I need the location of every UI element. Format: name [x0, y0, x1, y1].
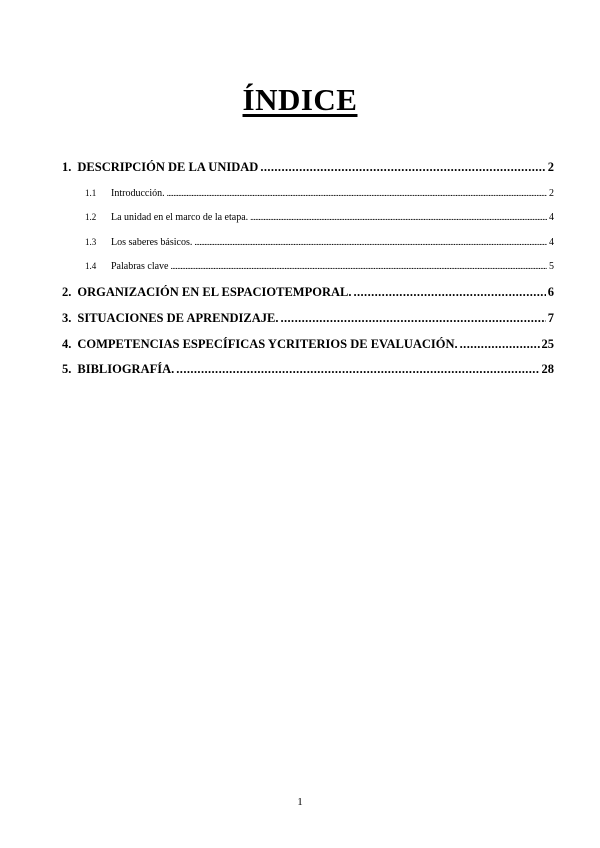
dot-leader: [353, 285, 545, 300]
toc-entry-page: 6: [547, 285, 554, 299]
toc-entry-1[interactable]: [62, 160, 554, 175]
toc-entry-3[interactable]: [62, 311, 554, 326]
toc-entry-1-3[interactable]: [85, 237, 554, 248]
toc-entry-number: 2.: [62, 285, 72, 299]
toc-entry-page: 2: [547, 160, 554, 174]
toc-entry-label: COMPETENCIAS ESPECÍFICAS YCRITERIOS DE EVALUACIÓN.: [77, 337, 458, 351]
dot-leader: [167, 188, 547, 198]
dot-leader: [170, 261, 547, 271]
dot-leader: [460, 337, 540, 352]
dot-leader: [280, 311, 545, 326]
toc-entry-page: 4: [549, 212, 554, 223]
toc-entry-label: Los saberes básicos.: [111, 237, 193, 248]
toc-entry-label: La unidad en el marco de la etapa.: [111, 212, 249, 223]
dot-leader: [176, 362, 539, 377]
toc-entry-number: 1.3: [85, 237, 97, 247]
toc-entry-number: 3.: [62, 311, 72, 325]
toc-entry-number: 4.: [62, 337, 72, 351]
toc-entry-1-1[interactable]: [85, 188, 554, 199]
page-number: 1: [297, 796, 303, 808]
toc-entry-page: 7: [547, 311, 554, 325]
toc-entry-label: DESCRIPCIÓN DE LA UNIDAD: [77, 160, 259, 174]
toc-entry-label: ORGANIZACIÓN EN EL ESPACIOTEMPORAL.: [77, 285, 352, 299]
toc-entry-1-4[interactable]: [85, 261, 554, 272]
toc-entry-label: Introducción.: [111, 188, 165, 199]
toc-entry-number: 5.: [62, 362, 72, 376]
toc-entry-5[interactable]: [62, 362, 554, 377]
toc-entry-page: 5: [549, 261, 554, 272]
page-title: ÍNDICE: [242, 82, 358, 117]
toc-entry-page: 28: [541, 362, 554, 376]
toc-entry-number: 1.4: [85, 261, 97, 271]
toc-entry-number: 1.1: [85, 188, 97, 198]
toc-entry-1-2[interactable]: [85, 212, 554, 223]
dot-leader: [250, 212, 547, 222]
toc-entry-label: BIBLIOGRAFÍA.: [77, 362, 175, 376]
toc-entry-number: 1.2: [85, 212, 97, 222]
toc-entry-2[interactable]: [62, 285, 554, 300]
toc-entry-label: SITUACIONES DE APRENDIZAJE.: [77, 311, 279, 325]
toc-entry-label: Palabras clave: [111, 261, 169, 272]
dot-leader: [260, 160, 545, 175]
toc-entry-page: 2: [549, 188, 554, 199]
toc-entry-page: 25: [541, 337, 554, 351]
toc-entry-4[interactable]: [62, 337, 554, 352]
toc-entry-page: 4: [549, 237, 554, 248]
toc-entry-number: 1.: [62, 160, 72, 174]
dot-leader: [194, 237, 547, 247]
